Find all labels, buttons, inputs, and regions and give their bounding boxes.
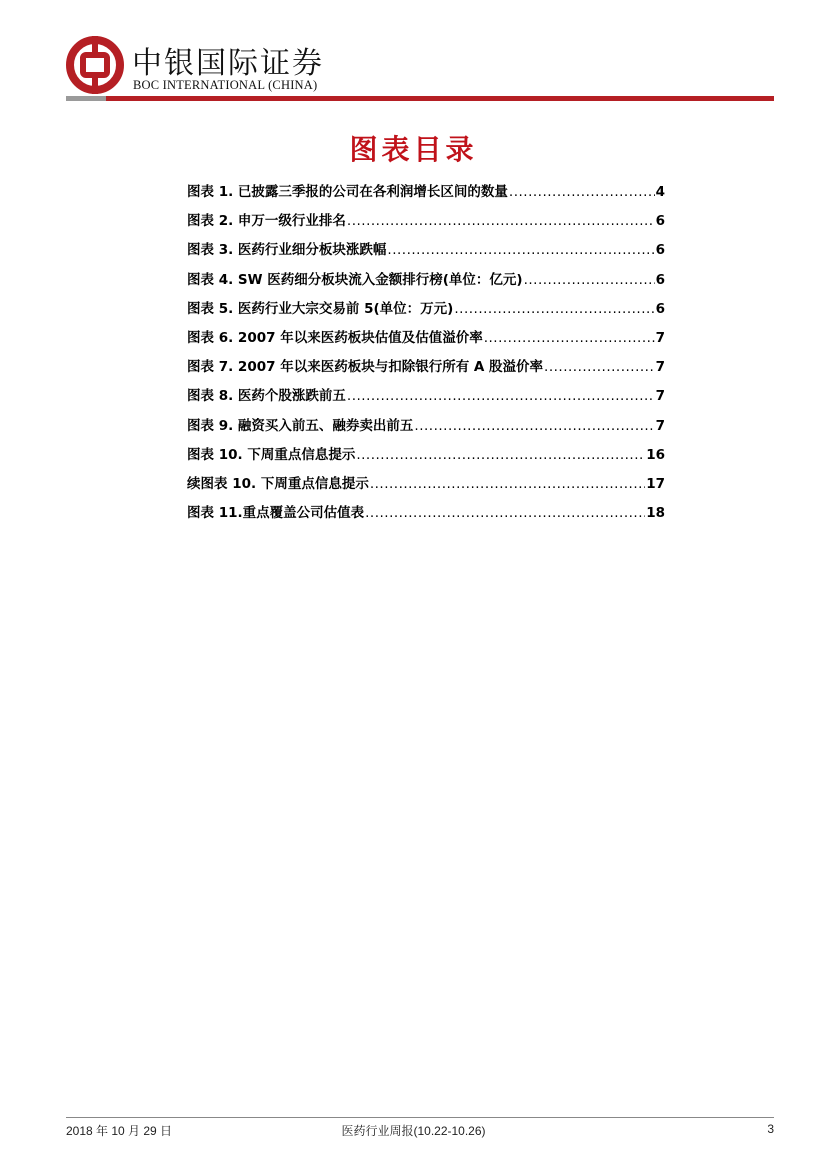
page-title: 图表目录	[349, 133, 478, 166]
toc-leader-dots	[524, 269, 655, 291]
toc-entry-label: 图表 1. 已披露三季报的公司在各利润增长区间的数量	[187, 184, 508, 200]
toc-entry-label: 图表 8. 医药个股涨跌前五	[187, 388, 346, 405]
toc-entry-page: 4	[655, 184, 665, 200]
toc-leader-dots	[370, 473, 645, 495]
toc-entry-label: 图表 9. 融资买入前五、融券卖出前五	[187, 417, 414, 434]
toc-entry-label: 图表 5. 医药行业大宗交易前 5(单位：万元)	[187, 300, 454, 317]
footer-date: 2018 年 10 月 29 日	[66, 1124, 173, 1138]
toc-entry-label: 图表 4. SW 医药细分板块流入金额排行榜(单位：亿元)	[187, 271, 523, 288]
toc-entry-label: 图表 3. 医药行业细分板块涨跌幅	[187, 242, 387, 259]
page-header	[66, 36, 774, 102]
toc-leader-dots	[365, 502, 645, 524]
toc-entry-page: 16	[646, 446, 665, 463]
toc-entry-page: 7	[655, 417, 665, 434]
toc-entry-label: 图表 6. 2007 年以来医药板块估值及估值溢价率	[187, 329, 483, 346]
toc-entry[interactable]	[187, 385, 665, 414]
toc-entry[interactable]	[187, 269, 665, 298]
toc-leader-dots	[414, 415, 654, 437]
toc-entry-page: 7	[655, 359, 665, 376]
toc-entry-page: 6	[655, 213, 665, 230]
toc-entry[interactable]	[187, 502, 665, 531]
toc-entry-label: 图表 10. 下周重点信息提示	[187, 446, 356, 463]
toc-entry-page: 7	[655, 329, 665, 346]
toc-entry[interactable]	[187, 356, 665, 385]
footer-rule	[66, 1117, 774, 1118]
toc-entry[interactable]	[187, 298, 665, 327]
header-rule-gray	[66, 96, 106, 101]
toc-leader-dots	[347, 210, 655, 232]
toc-entry[interactable]	[187, 415, 665, 444]
toc-leader-dots	[387, 239, 654, 261]
toc-entry-label: 图表 11.重点覆盖公司估值表	[187, 505, 365, 522]
toc-entry-label: 图表 2. 申万一级行业排名	[187, 213, 346, 230]
toc-leader-dots	[484, 327, 655, 349]
toc-entry-page: 6	[655, 300, 665, 317]
toc-entry[interactable]	[187, 210, 665, 239]
toc-entry-page: 6	[655, 271, 665, 288]
toc-entry-page: 18	[646, 505, 665, 522]
toc-entry[interactable]	[187, 327, 665, 356]
toc-entry[interactable]	[187, 239, 665, 268]
toc-leader-dots	[356, 444, 645, 466]
footer-page-number: 3	[767, 1122, 774, 1136]
toc-entry-page: 17	[646, 475, 665, 492]
toc-entry-label: 续图表 10. 下周重点信息提示	[187, 475, 369, 492]
table-of-figures	[187, 181, 665, 531]
brand-name-chinese: 中银国际证券	[132, 46, 324, 81]
toc-entry-page: 6	[655, 242, 665, 259]
header-rule-red	[106, 96, 774, 101]
toc-leader-dots	[544, 356, 655, 378]
toc-entry[interactable]	[187, 181, 665, 210]
toc-entry-page: 7	[655, 388, 665, 405]
toc-entry-label: 图表 7. 2007 年以来医药板块与扣除银行所有 A 股溢价率	[187, 359, 544, 376]
toc-leader-dots	[454, 298, 654, 320]
footer-report-title: 医药行业周报(10.22-10.26)	[341, 1124, 486, 1138]
toc-entry[interactable]	[187, 473, 665, 502]
boc-logo-icon	[66, 36, 124, 94]
toc-leader-dots	[509, 181, 655, 203]
toc-leader-dots	[347, 385, 655, 407]
toc-entry[interactable]	[187, 444, 665, 473]
brand-name-english: BOC INTERNATIONAL (CHINA)	[133, 78, 318, 92]
